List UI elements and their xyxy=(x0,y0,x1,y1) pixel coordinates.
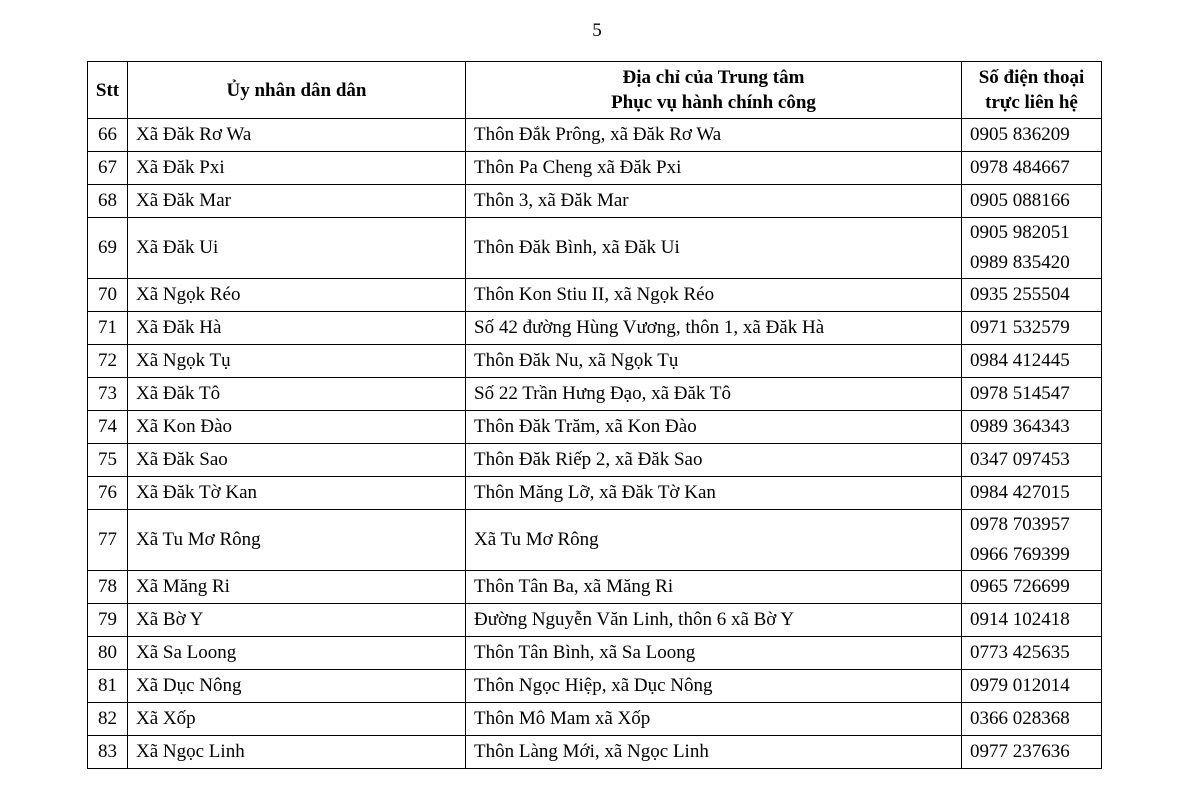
row-address: Thôn 3, xã Đăk Mar xyxy=(466,185,962,218)
table-row xyxy=(88,604,1102,637)
row-phone xyxy=(962,703,1102,736)
row-address: Thôn Làng Mới, xã Ngọc Linh xyxy=(466,736,962,769)
row-phone xyxy=(962,637,1102,670)
row-phone xyxy=(962,411,1102,444)
phone-number: 0984 412445 xyxy=(970,350,1070,371)
table-row xyxy=(88,670,1102,703)
header-phone-line2: trực liên hệ xyxy=(985,92,1078,113)
commune-contact-table xyxy=(87,61,1102,769)
table-row xyxy=(88,571,1102,604)
row-commune-name: Xã Đăk Rơ Wa xyxy=(128,119,466,152)
row-phone xyxy=(962,279,1102,312)
table-row xyxy=(88,279,1102,312)
row-stt: 71 xyxy=(88,312,128,345)
phone-number: 0978 484667 xyxy=(970,157,1070,178)
row-address: Thôn Tân Ba, xã Măng Ri xyxy=(466,571,962,604)
table-row xyxy=(88,119,1102,152)
row-commune-name: Xã Đăk Sao xyxy=(128,444,466,477)
row-stt: 74 xyxy=(88,411,128,444)
header-stt: Stt xyxy=(88,62,128,119)
row-address: Thôn Măng Lỡ, xã Đăk Tờ Kan xyxy=(466,477,962,510)
phone-number: 0905 088166 xyxy=(970,190,1070,211)
table-row xyxy=(88,510,1102,571)
row-address: Số 22 Trần Hưng Đạo, xã Đăk Tô xyxy=(466,378,962,411)
row-stt: 66 xyxy=(88,119,128,152)
header-phone-line1: Số điện thoại xyxy=(978,67,1085,88)
row-commune-name: Xã Đăk Tờ Kan xyxy=(128,477,466,510)
row-stt: 73 xyxy=(88,378,128,411)
row-stt: 68 xyxy=(88,185,128,218)
table-header xyxy=(88,62,1102,119)
row-address: Thôn Pa Cheng xã Đăk Pxi xyxy=(466,152,962,185)
row-phone xyxy=(962,444,1102,477)
phone-number: 0366 028368 xyxy=(970,708,1070,729)
row-address: Thôn Kon Stiu II, xã Ngọk Réo xyxy=(466,279,962,312)
table-row xyxy=(88,637,1102,670)
phone-number: 0965 726699 xyxy=(970,576,1070,597)
row-commune-name: Xã Ngọk Tụ xyxy=(128,345,466,378)
row-phone xyxy=(962,185,1102,218)
row-address: Thôn Tân Bình, xã Sa Loong xyxy=(466,637,962,670)
header-phone xyxy=(962,62,1102,119)
table-row xyxy=(88,703,1102,736)
row-phone xyxy=(962,604,1102,637)
row-commune-name: Xã Đăk Pxi xyxy=(128,152,466,185)
table-row xyxy=(88,152,1102,185)
row-stt: 69 xyxy=(88,218,128,279)
table-row xyxy=(88,378,1102,411)
phone-number: 0977 237636 xyxy=(970,741,1070,762)
row-commune-name: Xã Tu Mơ Rông xyxy=(128,510,466,571)
phone-number: 0914 102418 xyxy=(970,609,1070,630)
page-number: 5 xyxy=(592,20,602,41)
row-stt: 82 xyxy=(88,703,128,736)
row-phone xyxy=(962,378,1102,411)
row-phone xyxy=(962,345,1102,378)
row-phone xyxy=(962,670,1102,703)
row-commune-name: Xã Đăk Tô xyxy=(128,378,466,411)
row-address: Thôn Đăk Nu, xã Ngọk Tụ xyxy=(466,345,962,378)
row-address: Thôn Đăk Bình, xã Đăk Ui xyxy=(466,218,962,279)
row-address: Thôn Đắk Prông, xã Đăk Rơ Wa xyxy=(466,119,962,152)
row-stt: 76 xyxy=(88,477,128,510)
row-stt: 72 xyxy=(88,345,128,378)
row-phone xyxy=(962,571,1102,604)
row-phone xyxy=(962,312,1102,345)
row-stt: 78 xyxy=(88,571,128,604)
table-row xyxy=(88,185,1102,218)
row-commune-name: Xã Đăk Ui xyxy=(128,218,466,279)
phone-number: 0984 427015 xyxy=(970,482,1070,503)
row-commune-name: Xã Dục Nông xyxy=(128,670,466,703)
table-row xyxy=(88,444,1102,477)
row-phone xyxy=(962,477,1102,510)
row-commune-name: Xã Xốp xyxy=(128,703,466,736)
phone-number: 0935 255504 xyxy=(970,284,1070,305)
row-address: Thôn Ngọc Hiệp, xã Dục Nông xyxy=(466,670,962,703)
header-commune-name: Ủy nhân dân dân xyxy=(128,62,466,119)
row-commune-name: Xã Ngọc Linh xyxy=(128,736,466,769)
row-commune-name: Xã Ngọk Réo xyxy=(128,279,466,312)
row-phone xyxy=(962,119,1102,152)
table-row xyxy=(88,477,1102,510)
row-address: Thôn Đăk Riếp 2, xã Đăk Sao xyxy=(466,444,962,477)
row-commune-name: Xã Kon Đào xyxy=(128,411,466,444)
table-body xyxy=(88,119,1102,769)
row-phone xyxy=(962,152,1102,185)
header-address xyxy=(466,62,962,119)
row-commune-name: Xã Đăk Hà xyxy=(128,312,466,345)
row-address: Thôn Mô Mam xã Xốp xyxy=(466,703,962,736)
phone-number: 0971 532579 xyxy=(970,317,1070,338)
phone-number: 0966 769399 xyxy=(970,544,1070,565)
row-stt: 67 xyxy=(88,152,128,185)
table-row xyxy=(88,312,1102,345)
row-commune-name: Xã Sa Loong xyxy=(128,637,466,670)
row-stt: 81 xyxy=(88,670,128,703)
table-row xyxy=(88,345,1102,378)
phone-number: 0989 364343 xyxy=(970,416,1070,437)
row-phone xyxy=(962,736,1102,769)
phone-number: 0905 982051 xyxy=(970,222,1070,243)
row-address: Thôn Đăk Trăm, xã Kon Đào xyxy=(466,411,962,444)
row-stt: 70 xyxy=(88,279,128,312)
row-address: Xã Tu Mơ Rông xyxy=(466,510,962,571)
table-row xyxy=(88,411,1102,444)
row-commune-name: Xã Đăk Mar xyxy=(128,185,466,218)
phone-number: 0989 835420 xyxy=(970,252,1070,273)
row-stt: 80 xyxy=(88,637,128,670)
table-row xyxy=(88,736,1102,769)
row-commune-name: Xã Bờ Y xyxy=(128,604,466,637)
phone-number: 0347 097453 xyxy=(970,449,1070,470)
header-address-line2: Phục vụ hành chính công xyxy=(611,92,816,113)
row-address: Đường Nguyễn Văn Linh, thôn 6 xã Bờ Y xyxy=(466,604,962,637)
header-address-line1: Địa chỉ của Trung tâm xyxy=(622,67,805,88)
row-stt: 75 xyxy=(88,444,128,477)
row-commune-name: Xã Măng Ri xyxy=(128,571,466,604)
table-row xyxy=(88,218,1102,279)
row-stt: 83 xyxy=(88,736,128,769)
row-phone xyxy=(962,218,1102,279)
row-stt: 79 xyxy=(88,604,128,637)
phone-number: 0979 012014 xyxy=(970,675,1070,696)
phone-number: 0978 703957 xyxy=(970,514,1070,535)
row-phone xyxy=(962,510,1102,571)
phone-number: 0905 836209 xyxy=(970,124,1070,145)
phone-number: 0978 514547 xyxy=(970,383,1070,404)
phone-number: 0773 425635 xyxy=(970,642,1070,663)
row-address: Số 42 đường Hùng Vương, thôn 1, xã Đăk Hà xyxy=(466,312,962,345)
row-stt: 77 xyxy=(88,510,128,571)
